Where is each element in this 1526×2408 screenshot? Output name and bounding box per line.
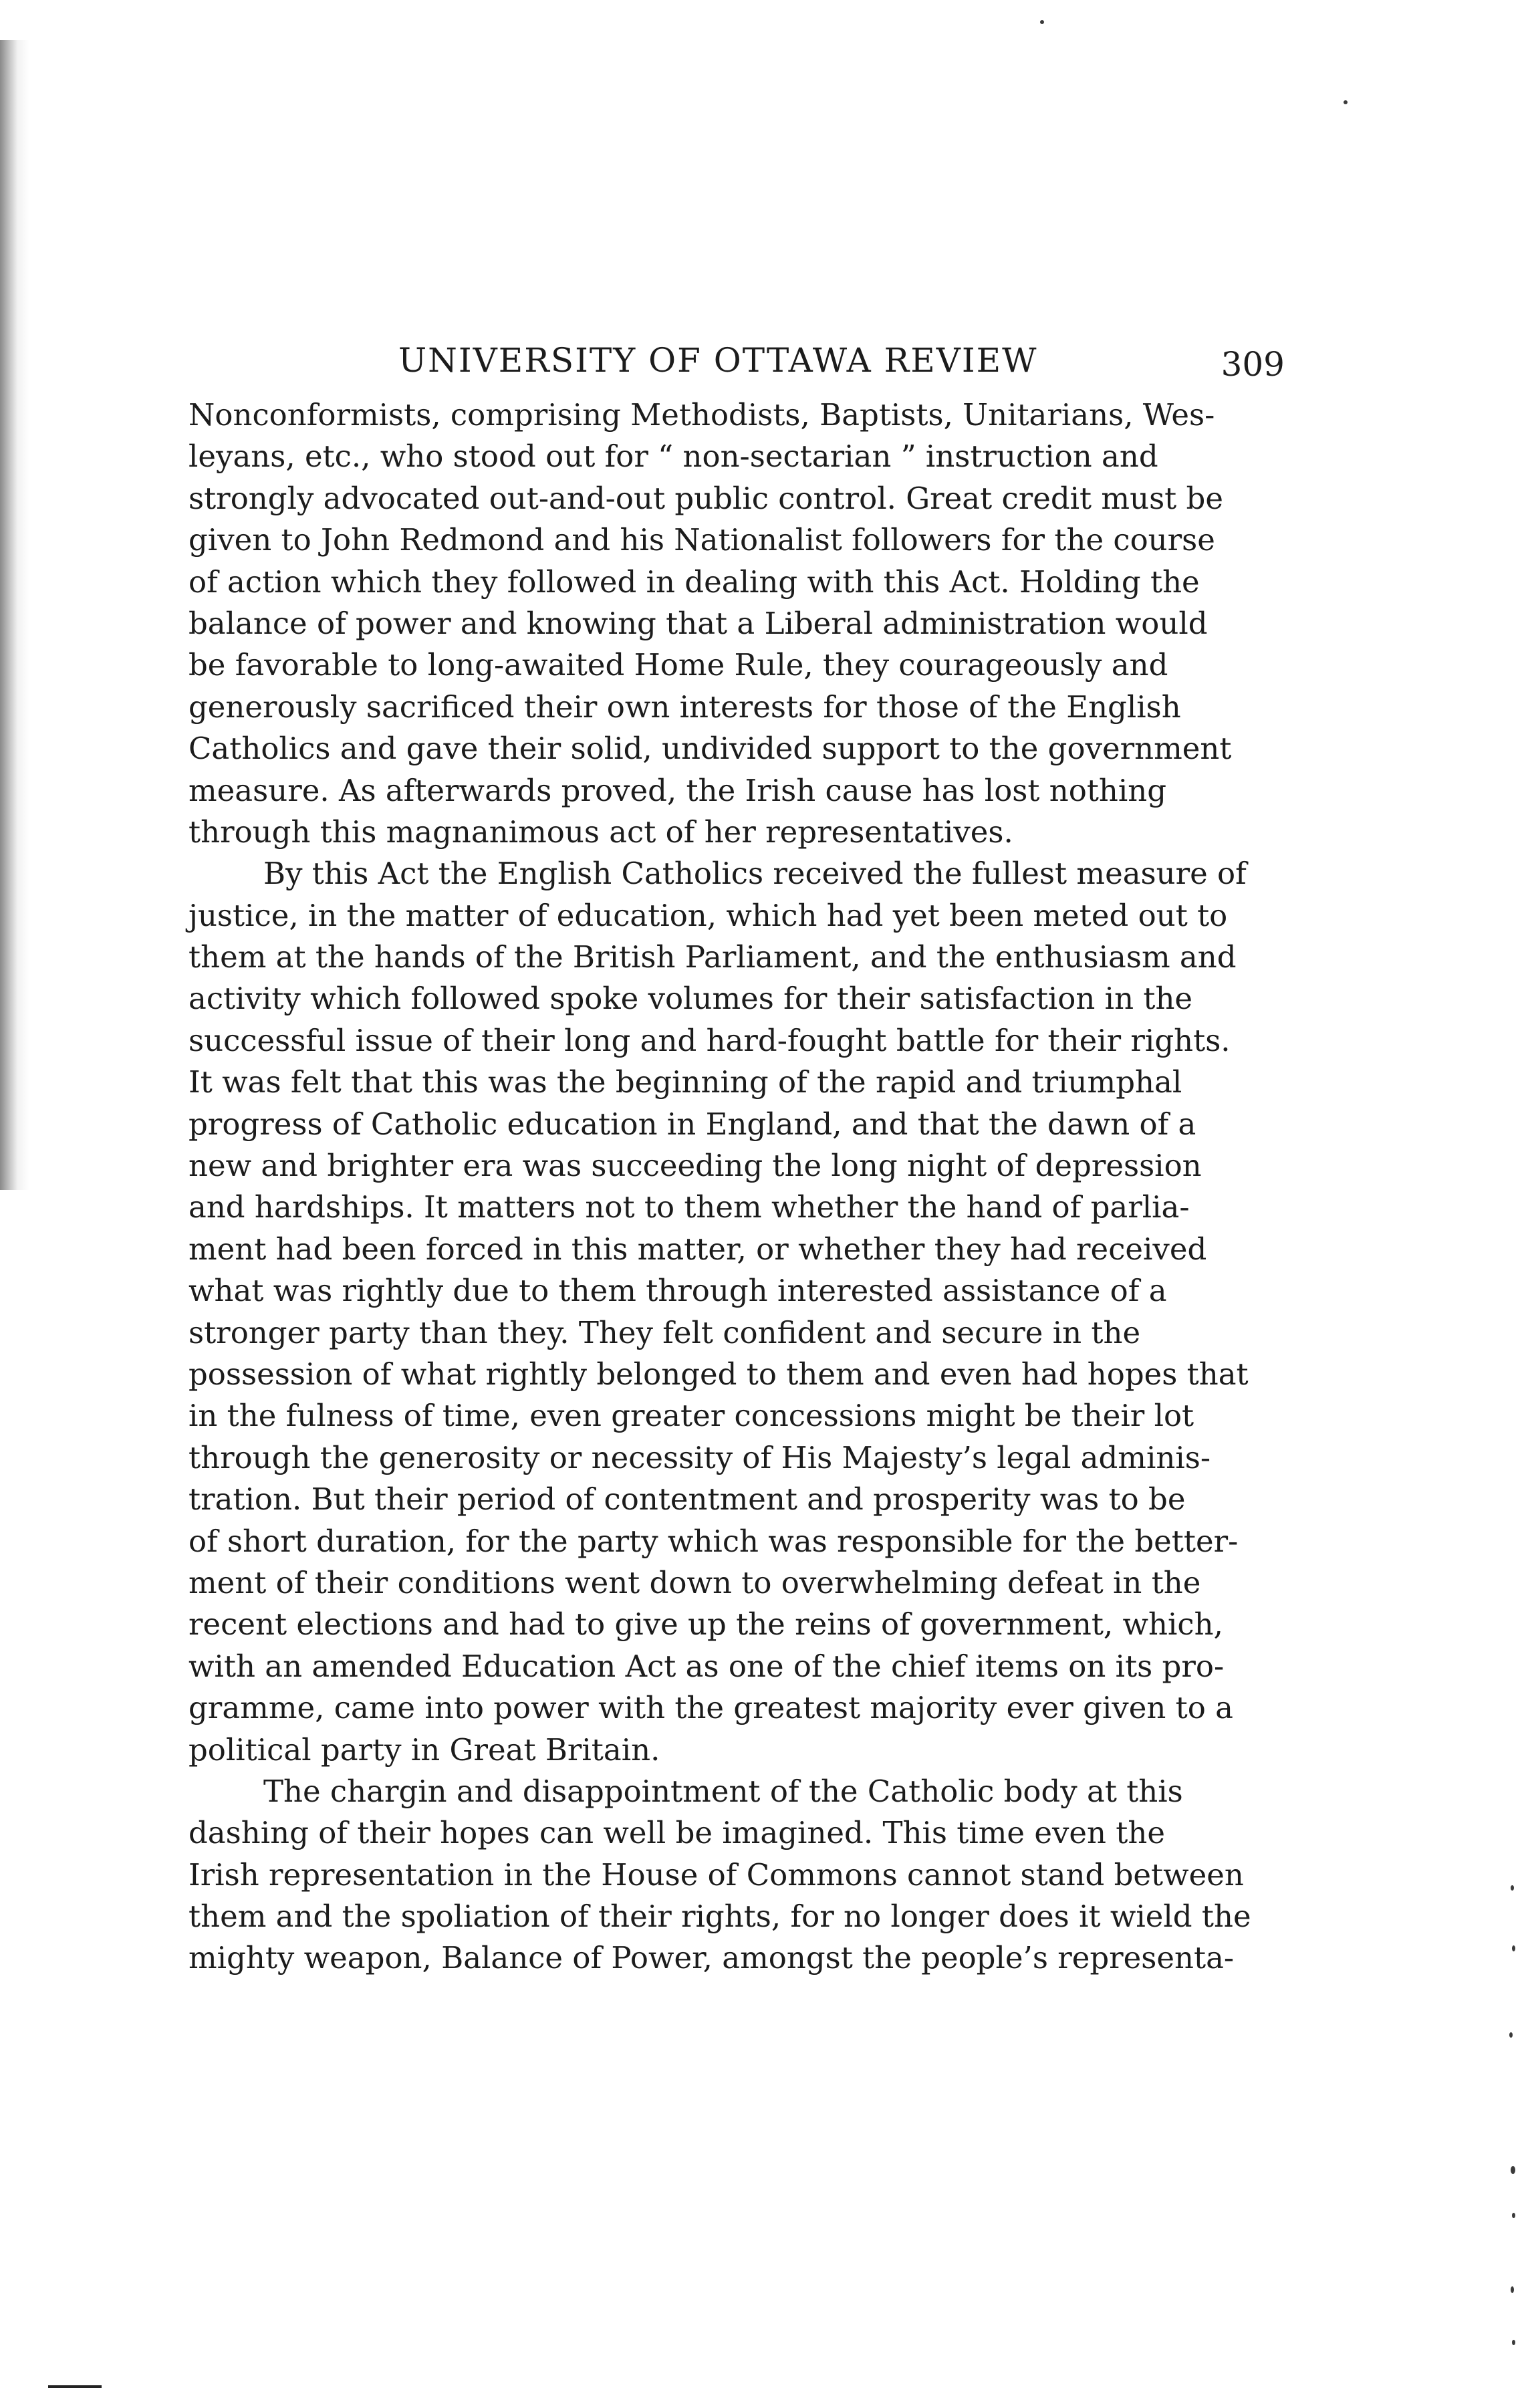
scan-speck (1344, 100, 1348, 104)
scan-mark (48, 2385, 102, 2388)
text-line: through the generosity or necessity of His Majesty’s legal adminis- (188, 1439, 1211, 1475)
text-line: balance of power and knowing that a Liberal administration would (188, 605, 1208, 641)
text-line: generously sacrificed their own interests for those of the English (188, 689, 1181, 725)
text-line: Nonconformists, comprising Methodists, Baptists, Unitarians, Wes- (188, 397, 1215, 433)
text-line: activity which followed spoke volumes for their satisfaction in the (188, 981, 1193, 1017)
text-line: tration. But their period of contentment and prosperity was to be (188, 1481, 1186, 1518)
text-line: of short duration, for the party which was responsible for the better- (188, 1523, 1239, 1559)
text-line: ment had been forced in this matter, or whether they had received (188, 1231, 1207, 1267)
text-line: Catholics and gave their solid, undivided support to the government (188, 731, 1232, 767)
text-line: possession of what rightly belonged to them and even had hopes that (188, 1356, 1249, 1392)
text-line: measure. As afterwards proved, the Irish cause has lost nothing (188, 772, 1167, 808)
text-line: ment of their conditions went down to overwhelming defeat in the (188, 1564, 1201, 1600)
scan-speck (1511, 2166, 1515, 2174)
scan-speck (1512, 1945, 1515, 1951)
scan-speck (1512, 2340, 1515, 2345)
text-line: political party in Great Britain. (188, 1731, 660, 1768)
text-line: be favorable to long-awaited Home Rule, they courageously and (188, 647, 1168, 683)
text-line: justice, in the matter of education, which had yet been meted out to (188, 897, 1228, 933)
text-line: of action which they followed in dealing with this Act. Holding the (188, 564, 1200, 600)
text-line: mighty weapon, Balance of Power, amongst the people’s representa- (188, 1940, 1235, 1976)
scan-speck (1512, 2213, 1515, 2218)
text-line: dashing of their hopes can well be imagined. This time even the (188, 1815, 1166, 1851)
text-line: progress of Catholic education in England, and that the dawn of a (188, 1106, 1196, 1142)
text-line: what was rightly due to them through interested assistance of a (188, 1273, 1167, 1309)
text-line: and hardships. It matters not to them whether the hand of parlia- (188, 1189, 1190, 1225)
page-number: 309 (1221, 345, 1285, 384)
text-line: in the fulness of time, even greater concessions might be their lot (188, 1398, 1194, 1434)
text-line: stronger party than they. They felt confident and secure in the (188, 1314, 1141, 1350)
scan-binding-edge (0, 40, 29, 1190)
text-line: Irish representation in the House of Commons cannot stand between (188, 1856, 1244, 1893)
text-line: them and the spoliation of their rights, for no longer does it wield the (188, 1899, 1251, 1935)
paragraph-first-line: By this Act the English Catholics received the fullest measure of (263, 856, 1247, 892)
scan-speck (1511, 2286, 1514, 2293)
running-head (398, 341, 1285, 388)
scan-speck (1509, 2032, 1513, 2038)
text-line: successful issue of their long and hard-fought battle for their rights. (188, 1022, 1231, 1058)
text-line: new and brighter era was succeeding the long night of depression (188, 1148, 1202, 1184)
text-line: recent elections and had to give up the reins of government, which, (188, 1606, 1223, 1643)
text-line: leyans, etc., who stood out for “ non-sectarian ” instruction and (188, 439, 1158, 475)
text-line: given to John Redmond and his Nationalist followers for the course (188, 522, 1215, 558)
text-line: them at the hands of the British Parliament, and the enthusiasm and (188, 939, 1237, 975)
body-text (188, 394, 1261, 1979)
text-line: It was felt that this was the beginning of the rapid and triumphal (188, 1064, 1182, 1100)
text-line: through this magnanimous act of her representatives. (188, 814, 1013, 850)
text-line: with an amended Education Act as one of the chief items on its pro- (188, 1648, 1225, 1684)
running-title: UNIVERSITY OF OTTAWA REVIEW (398, 341, 1038, 380)
paragraph-first-line: The chargin and disappointment of the Catholic body at this (263, 1773, 1183, 1809)
scan-speck (1040, 20, 1044, 24)
text-line: gramme, came into power with the greatest majority ever given to a (188, 1690, 1233, 1726)
scan-speck (1511, 1885, 1514, 1891)
text-line: strongly advocated out-and-out public control. Great credit must be (188, 480, 1223, 516)
